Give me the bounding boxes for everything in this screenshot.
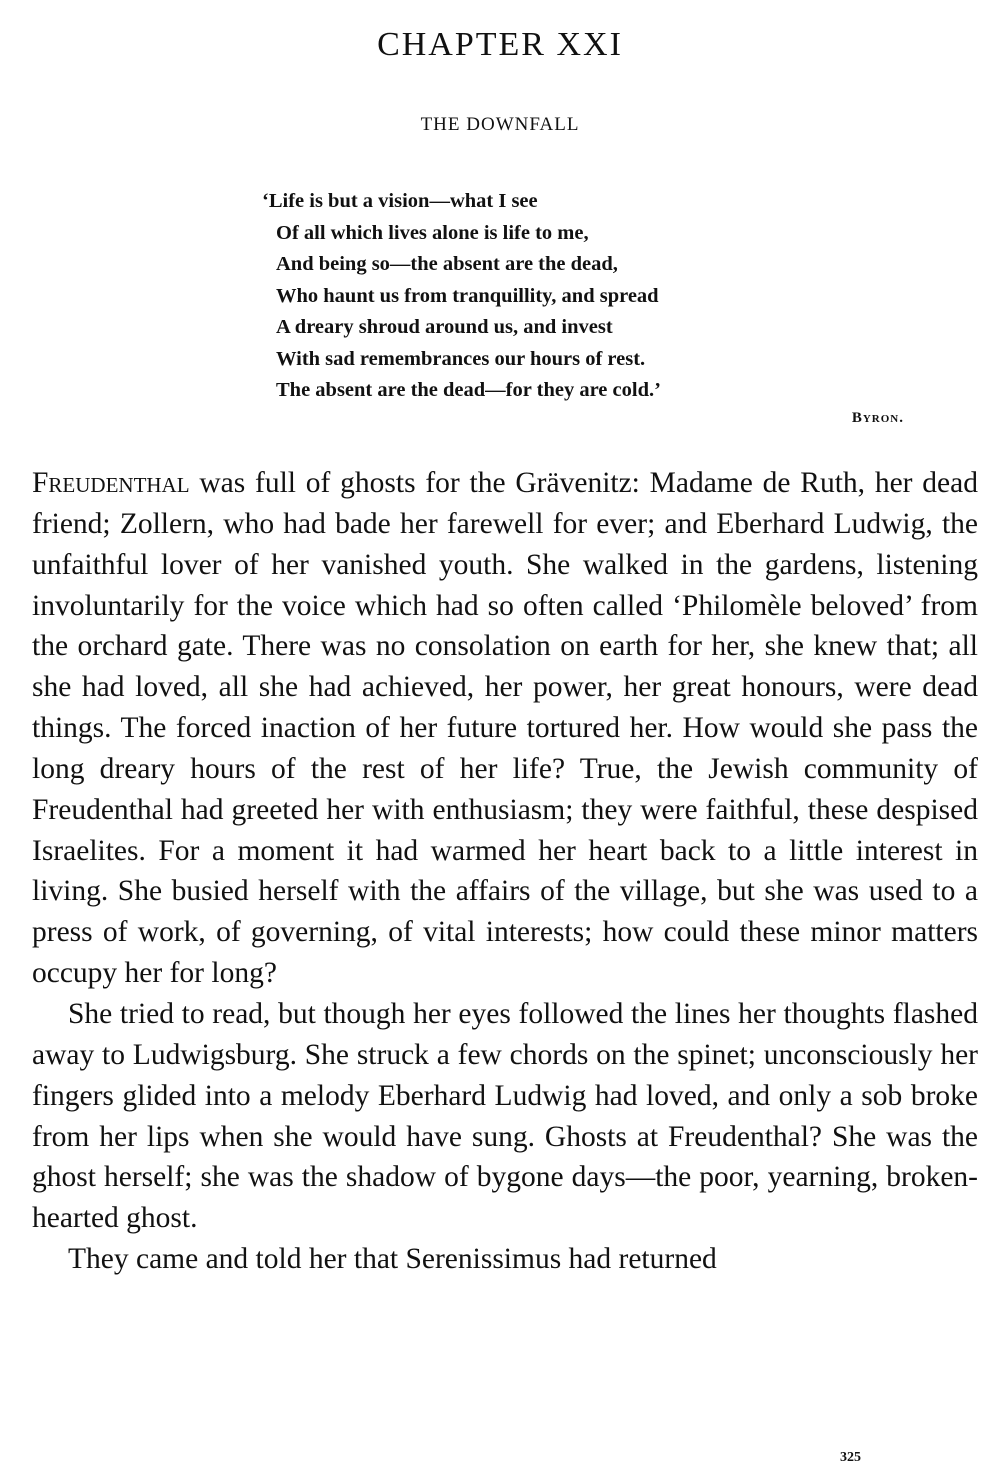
paragraph-1-text: was full of ghosts for the Grävenitz: Madame de Ruth, her dead friend; Zollern, who had bade her farewell for ever; and Eberhard Ludwig, the unfaithful lover of her vanished youth. She walked in the gardens, listening involuntarily for the voice which had so often called ‘Philomèle beloved’ from the orchard gate. There was no consolation on earth for her, she knew that; all she had loved, all she had achieved, her power, her great honours, were dead things. The forced inaction of her future tortured her. How would she pass the long dreary hours of the rest of her life? True, the Jewish community of Freudenthal had greeted her with enthusiasm; they were faithful, these despised Israelites. For a moment it had warmed her heart back to a little interest in living. She busied herself with the affairs of the village, but she was used to a press of work, of governing, of vital interests; how could these minor matters occupy her for long? — [32, 467, 978, 990]
epigraph — [262, 186, 922, 407]
body-text — [32, 463, 978, 1280]
paragraph-1 — [32, 463, 978, 994]
paragraph-3: They came and told her that Serenissimus had returned — [68, 1243, 717, 1276]
epigraph-line: The absent are the dead—for they are cold.’ — [276, 379, 661, 401]
epigraph-line: With sad remembrances our hours of rest. — [276, 347, 646, 370]
chapter-subtitle: THE DOWNFALL — [420, 114, 580, 135]
epigraph-line: And being so—the absent are the dead, — [276, 253, 618, 275]
drop-word: Freudenthal — [32, 467, 190, 499]
attribution-name: Byron. — [851, 410, 904, 426]
page-number: 325 — [840, 1450, 861, 1465]
epigraph-line: ‘Life is but a vision—what I see — [262, 190, 538, 212]
epigraph-line: Who haunt us from tranquillity, and spread — [276, 284, 659, 307]
epigraph-attribution — [852, 410, 904, 427]
paragraph-2: She tried to read, but though her eyes followed the lines her thoughts flashed away to Ludwigsburg. She struck a few chords on the spinet; unconsciously her fingers glided into a melody Eberhard Ludwig had loved, and only a sob broke from her lips when she would have sung. Ghosts at Freudenthal? She was the ghost herself; she was the shadow of bygone days—the poor, yearning, broken-hearted ghost. — [32, 997, 978, 1235]
epigraph-line: A dreary shroud around us, and invest — [276, 316, 613, 338]
chapter-title: CHAPTER XXI — [377, 26, 623, 63]
epigraph-line: Of all which lives alone is life to me, — [276, 221, 589, 244]
